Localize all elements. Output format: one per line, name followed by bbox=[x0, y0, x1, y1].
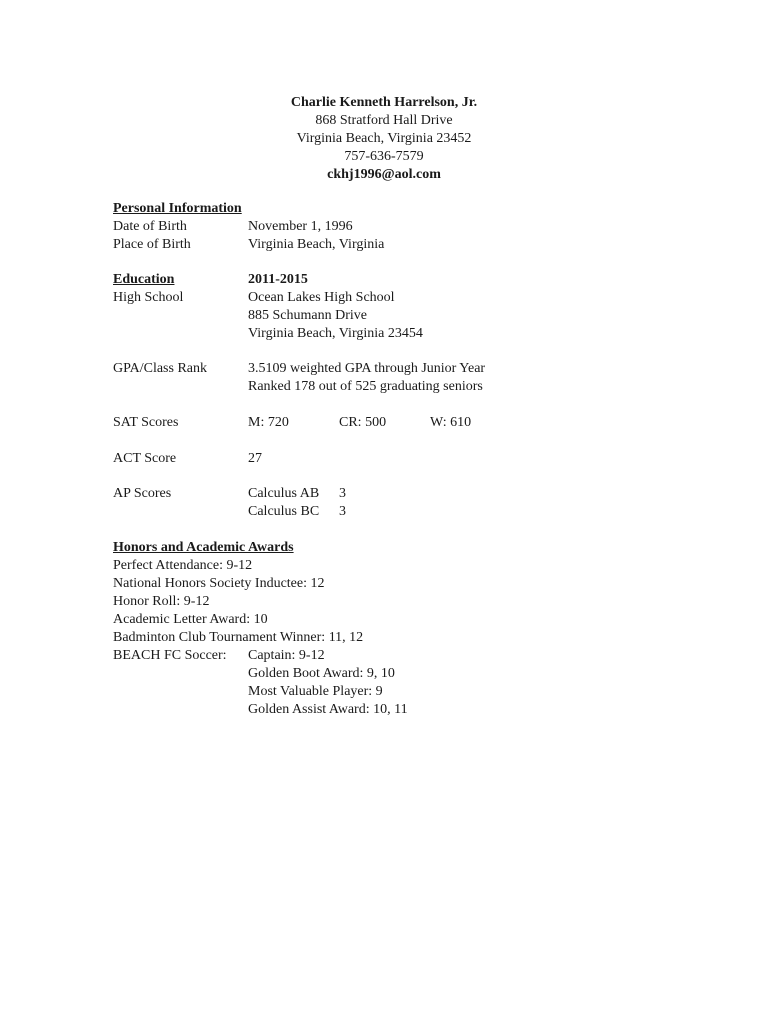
gpa-value: 3.5109 weighted GPA through Junior Year bbox=[248, 361, 486, 376]
place-of-birth-label: Place of Birth bbox=[113, 237, 191, 252]
honor-item: Badminton Club Tournament Winner: 11, 12 bbox=[113, 630, 364, 645]
soccer-label: BEACH FC Soccer: bbox=[113, 648, 227, 663]
applicant-name: Charlie Kenneth Harrelson, Jr. bbox=[290, 95, 478, 110]
personal-information-heading: Personal Information bbox=[113, 201, 242, 216]
high-school-city: Virginia Beach, Virginia 23454 bbox=[248, 326, 423, 341]
sat-section bbox=[113, 414, 713, 432]
honor-item: Perfect Attendance: 9-12 bbox=[113, 558, 253, 573]
contact-header bbox=[0, 94, 768, 184]
ap-section bbox=[113, 485, 713, 521]
class-rank-value: Ranked 178 out of 525 graduating seniors bbox=[248, 379, 483, 394]
education-years: 2011-2015 bbox=[248, 272, 308, 287]
act-value: 27 bbox=[248, 451, 262, 466]
personal-information-section bbox=[113, 200, 713, 254]
high-school-label: High School bbox=[113, 290, 184, 305]
high-school-street: 885 Schumann Drive bbox=[248, 308, 367, 323]
sat-label: SAT Scores bbox=[113, 415, 179, 430]
date-of-birth-value: November 1, 1996 bbox=[248, 219, 353, 234]
ap-score: 3 bbox=[339, 486, 346, 501]
soccer-item: Captain: 9-12 bbox=[248, 648, 325, 663]
sat-critical-reading-score: CR: 500 bbox=[339, 415, 387, 430]
gpa-section bbox=[113, 360, 713, 396]
sat-writing-score: W: 610 bbox=[430, 415, 472, 430]
gpa-label: GPA/Class Rank bbox=[113, 361, 208, 376]
act-label: ACT Score bbox=[113, 451, 177, 466]
sat-math-score: M: 720 bbox=[248, 415, 289, 430]
honors-section bbox=[113, 539, 713, 719]
ap-score: 3 bbox=[339, 504, 346, 519]
honors-heading: Honors and Academic Awards bbox=[113, 540, 294, 555]
date-of-birth-label: Date of Birth bbox=[113, 219, 187, 234]
high-school-name: Ocean Lakes High School bbox=[248, 290, 395, 305]
phone-number: 757-636-7579 bbox=[344, 149, 424, 164]
education-section bbox=[113, 271, 713, 343]
soccer-item: Most Valuable Player: 9 bbox=[248, 684, 383, 699]
place-of-birth-value: Virginia Beach, Virginia bbox=[248, 237, 385, 252]
street-address: 868 Stratford Hall Drive bbox=[315, 113, 453, 128]
soccer-item: Golden Assist Award: 10, 11 bbox=[248, 702, 408, 717]
email-address: ckhj1996@aol.com bbox=[327, 167, 441, 182]
honor-item: Academic Letter Award: 10 bbox=[113, 612, 268, 627]
honor-item: Honor Roll: 9-12 bbox=[113, 594, 210, 609]
honor-item: National Honors Society Inductee: 12 bbox=[113, 576, 325, 591]
ap-label: AP Scores bbox=[113, 486, 172, 501]
city-address: Virginia Beach, Virginia 23452 bbox=[296, 131, 472, 146]
act-section bbox=[113, 450, 713, 468]
ap-course: Calculus AB bbox=[248, 486, 320, 501]
soccer-item: Golden Boot Award: 9, 10 bbox=[248, 666, 395, 681]
ap-course: Calculus BC bbox=[248, 504, 320, 519]
education-heading: Education bbox=[113, 272, 175, 287]
